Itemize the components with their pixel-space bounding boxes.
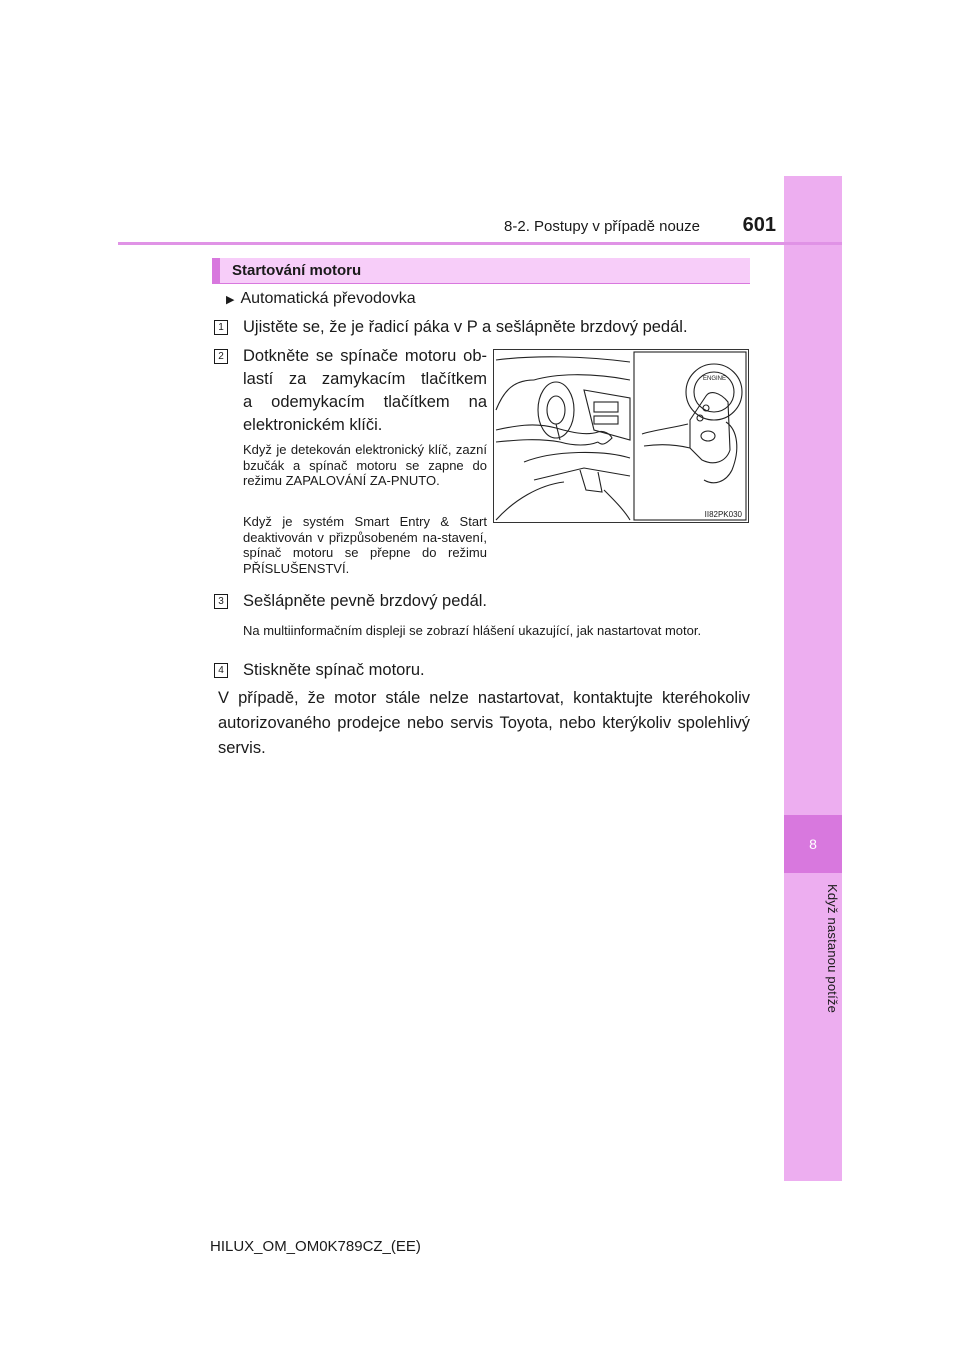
closing-paragraph: V případě, že motor stále nelze nastartovat, kontaktujte kteréhokoliv autorizovaného prodejce nebo servis Toyota, nebo kterýkoliv spolehlivý servis. (218, 689, 750, 757)
step-2-line-1: Dotkněte se spínače motoru ob- (243, 347, 487, 365)
chapter-title: Když nastanou potíže (825, 884, 840, 1014)
triangle-bullet-icon: ▶ (226, 293, 235, 306)
step-2-note-1: Když je detekován elektronický klíč, zazní bzučák a spínač motoru se zapne do režimu ZAPALOVÁNÍ ZA-PNUTO. (243, 442, 487, 488)
step-3-note: Na multiinformačním displeji se zobrazí hlášení ukazující, jak nastartovat motor. (243, 623, 702, 638)
section-heading-bar (212, 258, 750, 284)
bullet-text: Automatická převodovka (240, 290, 416, 307)
header-section-title: 8-2. Postupy v případě nouze (504, 218, 700, 235)
engine-start-illustration (493, 349, 749, 523)
step-number-2: 2 (214, 349, 228, 364)
step-2-line-2: lastí za zamykacím tlačítkem (243, 370, 487, 388)
step-number-4: 4 (214, 663, 228, 678)
document-code-footer: HILUX_OM_OM0K789CZ_(EE) (210, 1238, 421, 1255)
page-number: 601 (742, 214, 776, 236)
step-4-text: Stiskněte spínač motoru. (243, 661, 425, 679)
section-title: Startování motoru (232, 262, 362, 279)
step-number-3: 3 (214, 594, 228, 609)
step-number-1: 1 (214, 320, 228, 335)
engine-button-label: ENGINE (703, 376, 727, 382)
transmission-bullet (226, 290, 416, 308)
key-touch-engine-switch-drawing (494, 350, 748, 522)
step-1-text: Ujistěte se, že je řadicí páka v P a sešlápněte brzdový pedál. (243, 318, 688, 336)
chapter-number-tab (784, 815, 842, 873)
chapter-number: 8 (809, 836, 817, 852)
step-3-text: Sešlápněte pevně brzdový pedál. (243, 592, 488, 610)
header-rule (118, 242, 842, 245)
illustration-code: II82PK030 (704, 510, 742, 519)
step-2-line-3: a odemykacím tlačítkem na (243, 393, 487, 411)
step-2-line-4: elektronickém klíči. (243, 416, 383, 434)
step-2-note-2: Když je systém Smart Entry & Start deaktivován v přizpůsobeném na-stavení, spínač motoru se přepne do režimu PŘÍSLUŠENSTVÍ. (243, 514, 487, 576)
